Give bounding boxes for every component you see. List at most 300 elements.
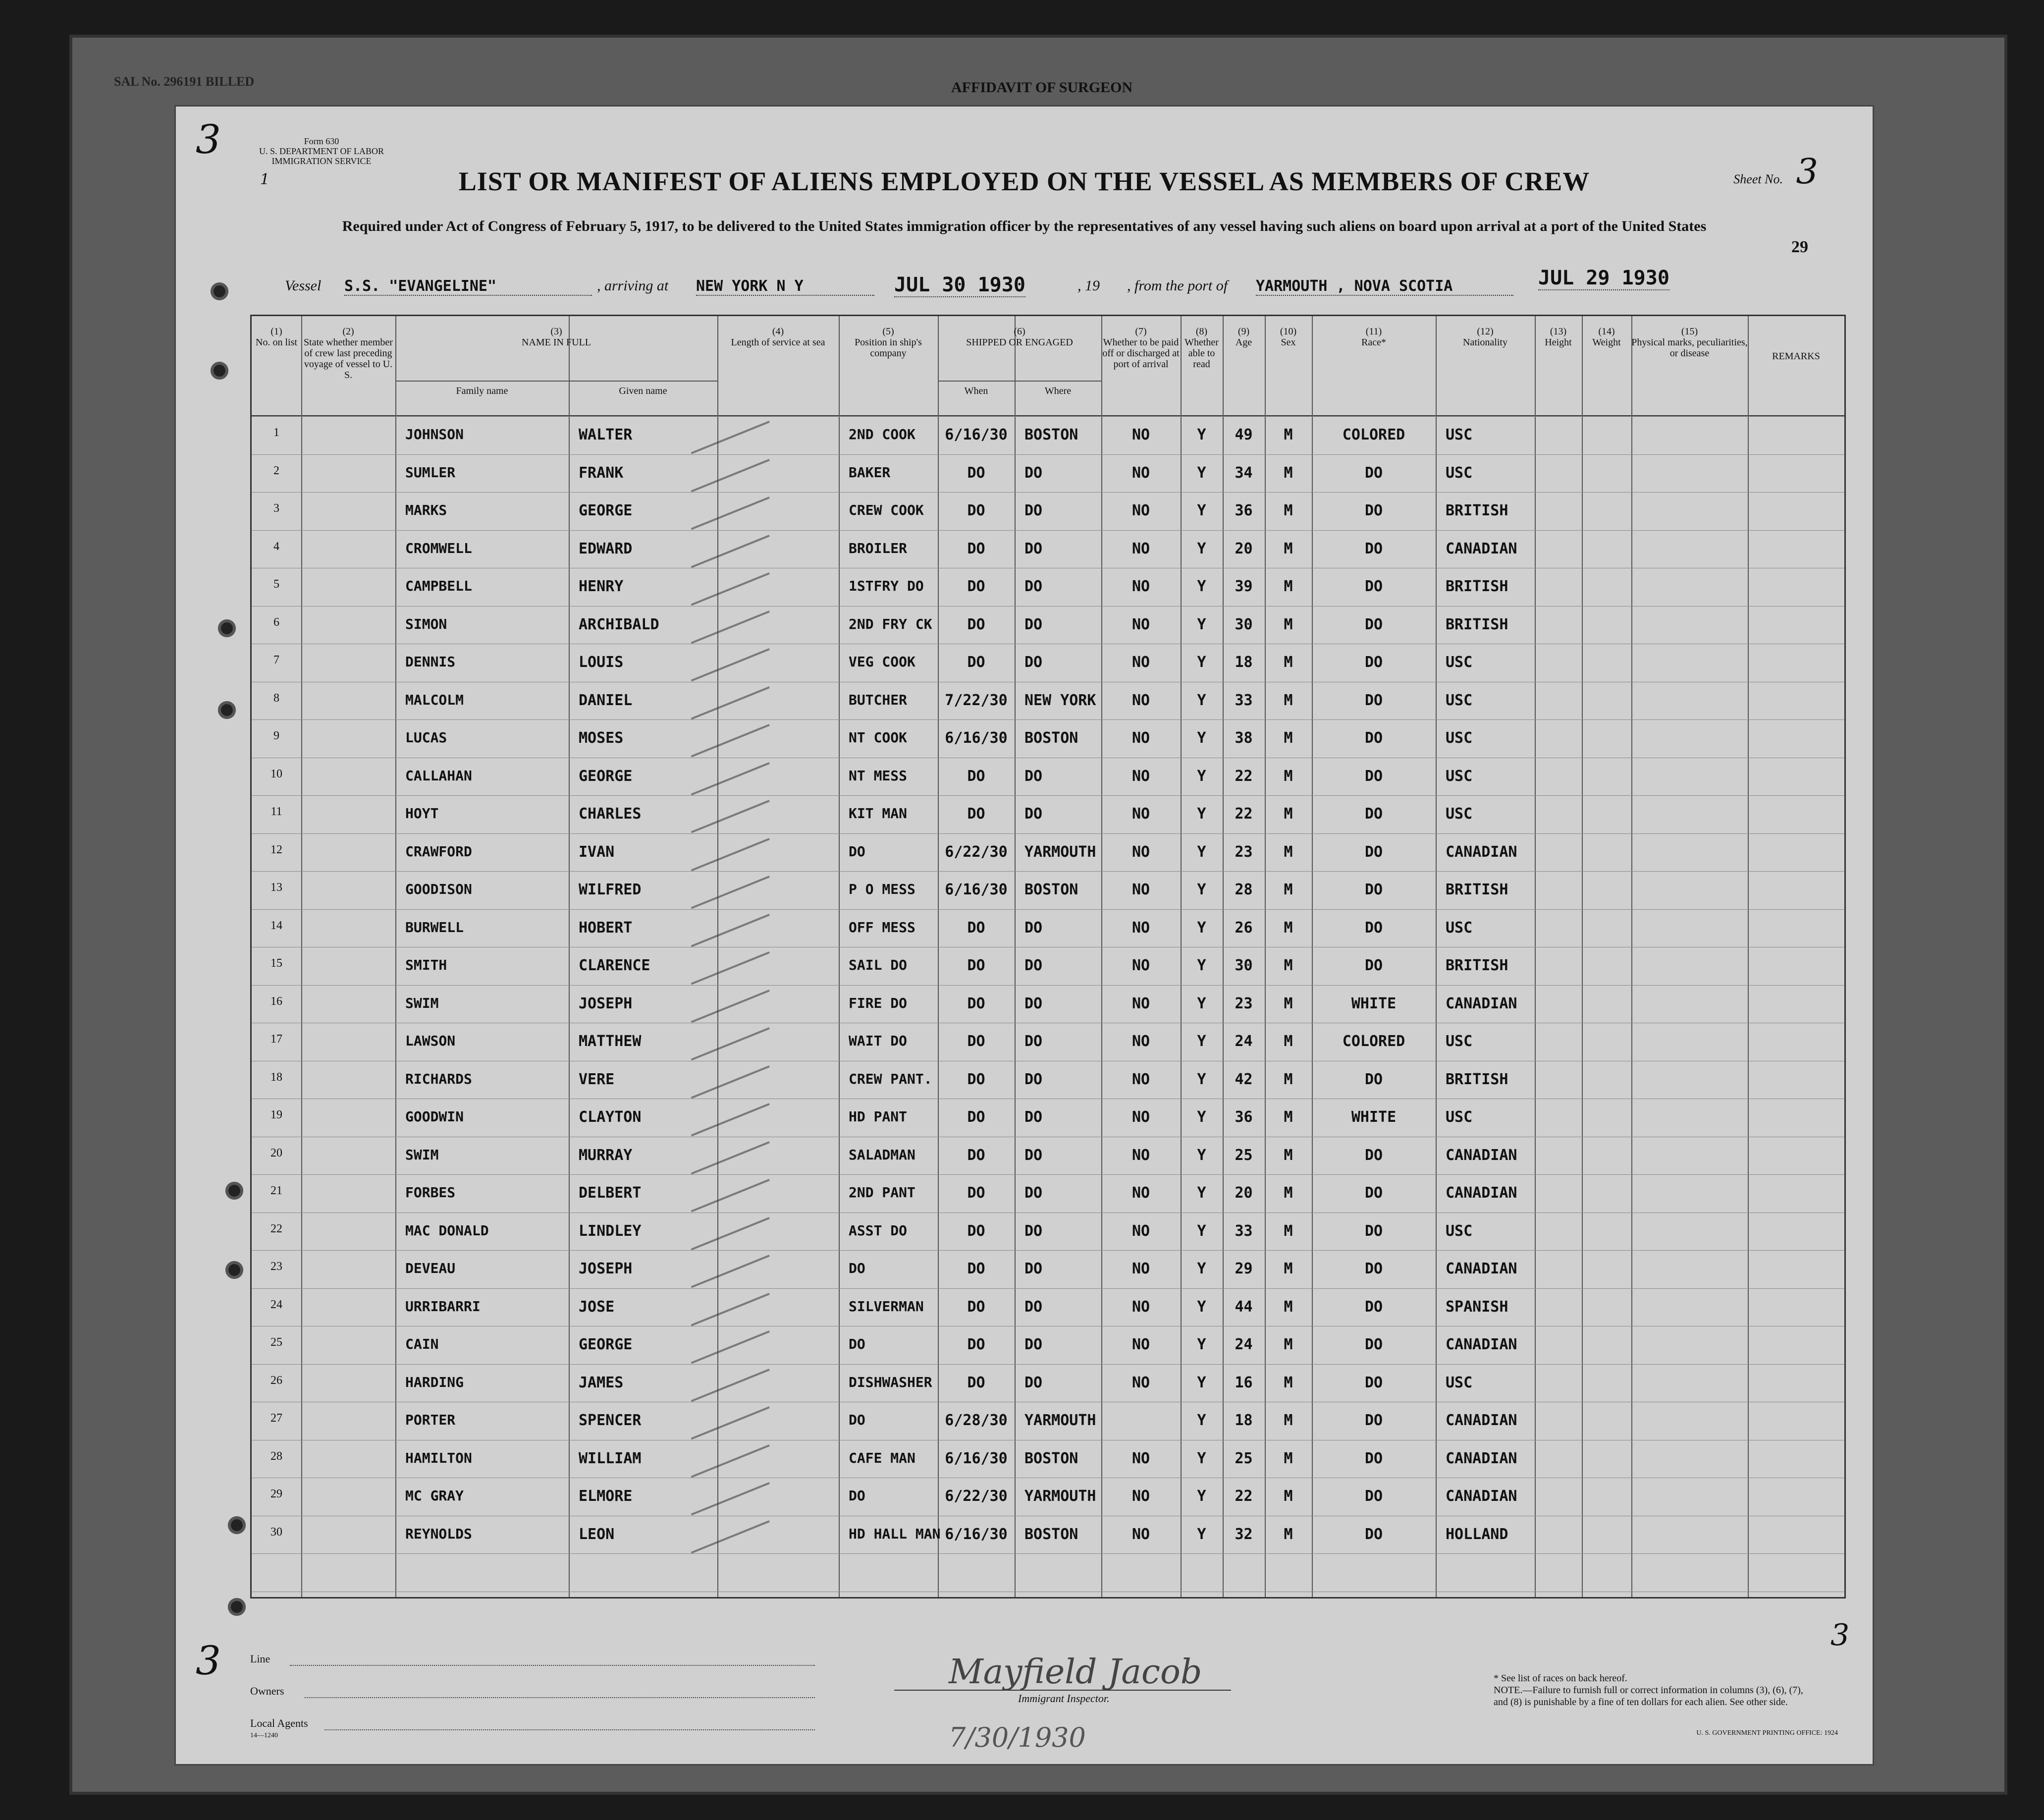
- cell-nat: BRITISH: [1446, 615, 1508, 633]
- vessel-line: [285, 267, 1830, 302]
- cell-paid: NO: [1131, 1525, 1150, 1543]
- cell-paid: NO: [1131, 1260, 1150, 1277]
- cell-sex: M: [1284, 994, 1293, 1012]
- cell-read: Y: [1197, 1108, 1206, 1126]
- cell-where: DO: [1024, 1222, 1043, 1240]
- cell-when: DO: [967, 578, 985, 595]
- cell-where: DO: [1024, 1336, 1043, 1353]
- cell-family: MAC DONALD: [405, 1222, 489, 1239]
- cell-given: CLARENCE: [579, 957, 650, 974]
- cell-given: IVAN: [579, 843, 615, 861]
- cell-race: DO: [1364, 1222, 1383, 1240]
- cell-nat: CANADIAN: [1446, 1260, 1517, 1277]
- cell-no: 2: [273, 464, 279, 477]
- cell-race: DO: [1364, 1374, 1383, 1391]
- cell-when: DO: [967, 994, 985, 1012]
- cell-family: REYNOLDS: [405, 1525, 472, 1542]
- column-divider: [1015, 316, 1016, 1597]
- cell-when: DO: [967, 805, 985, 823]
- cell-race: DO: [1364, 502, 1383, 519]
- column-divider: [1748, 316, 1749, 1597]
- cell-when: DO: [967, 1146, 985, 1164]
- subheader-divider: [569, 381, 570, 415]
- cell-position: 2ND PANT: [849, 1184, 915, 1201]
- cell-given: VERE: [579, 1070, 615, 1088]
- cell-family: HOYT: [405, 805, 439, 822]
- cell-where: DO: [1024, 654, 1043, 671]
- cell-family: LUCAS: [405, 729, 447, 746]
- cell-sex: M: [1284, 1033, 1293, 1050]
- cell-position: CREW PANT.: [849, 1070, 932, 1087]
- cell-age: 25: [1235, 1146, 1253, 1164]
- cell-age: 18: [1235, 654, 1253, 671]
- row-rule: [252, 1553, 1844, 1554]
- footer-owners-label: Owners: [250, 1685, 284, 1697]
- cell-position: 1STFRY DO: [849, 578, 924, 594]
- cell-age: 39: [1235, 578, 1253, 595]
- cell-race: DO: [1364, 1146, 1383, 1164]
- cell-sex: M: [1284, 1146, 1293, 1164]
- cell-sex: M: [1284, 767, 1293, 785]
- cell-no: 3: [273, 502, 279, 515]
- cell-no: 14: [270, 919, 282, 932]
- cell-age: 22: [1235, 767, 1253, 785]
- cell-race: DO: [1364, 1298, 1383, 1316]
- column-divider: [839, 316, 840, 1597]
- cell-nat: USC: [1446, 919, 1473, 937]
- cell-age: 44: [1235, 1298, 1253, 1316]
- cell-given: HOBERT: [579, 919, 633, 937]
- cell-sex: M: [1284, 464, 1293, 482]
- cell-position: KIT MAN: [849, 805, 908, 822]
- cell-position: DISHWASHER: [849, 1374, 932, 1390]
- cell-family: MALCOLM: [405, 691, 464, 708]
- subheader-rule: [395, 381, 717, 382]
- cell-read: Y: [1197, 426, 1206, 443]
- cell-given: LINDLEY: [579, 1222, 642, 1240]
- header-c1: (1) No. on list: [256, 326, 297, 348]
- cell-race: COLORED: [1342, 426, 1405, 443]
- column-divider: [1582, 316, 1583, 1597]
- cell-when: DO: [967, 1374, 985, 1391]
- row-rule: [252, 795, 1844, 796]
- cell-given: LEON: [579, 1525, 615, 1543]
- cell-nat: USC: [1446, 1033, 1473, 1050]
- cell-sex: M: [1284, 540, 1293, 557]
- cell-nat: CANADIAN: [1446, 1184, 1517, 1202]
- cell-nat: CANADIAN: [1446, 994, 1517, 1012]
- cell-position: BUTCHER: [849, 691, 908, 708]
- cell-read: Y: [1197, 1525, 1206, 1543]
- cell-sex: M: [1284, 1412, 1293, 1429]
- cell-where: DO: [1024, 1033, 1043, 1050]
- cell-paid: NO: [1131, 805, 1150, 823]
- cell-read: Y: [1197, 540, 1206, 557]
- cell-paid: NO: [1131, 1184, 1150, 1202]
- cell-paid: NO: [1131, 843, 1150, 861]
- cell-race: DO: [1364, 578, 1383, 595]
- cell-position: WAIT DO: [849, 1033, 908, 1049]
- cell-when: 6/28/30: [945, 1412, 1008, 1429]
- cell-given: WILFRED: [579, 881, 642, 898]
- affidavit-heading: AFFIDAVIT OF SURGEON: [951, 79, 1133, 96]
- cell-read: Y: [1197, 957, 1206, 974]
- cell-read: Y: [1197, 502, 1206, 519]
- cell-where: DO: [1024, 540, 1043, 557]
- header-c10: (10) Sex: [1280, 326, 1297, 348]
- cell-no: 7: [273, 654, 279, 666]
- cell-nat: CANADIAN: [1446, 1488, 1517, 1505]
- cell-sex: M: [1284, 1336, 1293, 1353]
- cell-when: 6/22/30: [945, 843, 1008, 861]
- row-rule: [252, 1250, 1844, 1251]
- cell-nat: CANADIAN: [1446, 1146, 1517, 1164]
- cell-age: 33: [1235, 691, 1253, 709]
- cell-where: BOSTON: [1024, 1449, 1078, 1467]
- top-stamp: SAL No. 296191 BILLED: [114, 74, 255, 89]
- header-c7: (7) Whether to be paid off or discharged at port of arrival: [1102, 326, 1180, 370]
- cell-sex: M: [1284, 1525, 1293, 1543]
- cell-age: 23: [1235, 994, 1253, 1012]
- cell-family: CROMWELL: [405, 540, 472, 556]
- hand-number-bottom-left: 3: [196, 1638, 221, 1684]
- cell-race: DO: [1364, 464, 1383, 482]
- footer-agents-rule: [324, 1729, 815, 1730]
- cell-given: MATTHEW: [579, 1033, 642, 1050]
- cell-family: DENNIS: [405, 654, 456, 670]
- column-divider: [569, 316, 570, 1597]
- cell-when: DO: [967, 1222, 985, 1240]
- header-c12: (12) Nationality: [1463, 326, 1507, 348]
- cell-race: DO: [1364, 1525, 1383, 1543]
- cell-given: DANIEL: [579, 691, 633, 709]
- cell-sex: M: [1284, 1298, 1293, 1316]
- cell-no: 15: [270, 957, 282, 970]
- cell-race: DO: [1364, 843, 1383, 861]
- row-rule: [252, 530, 1844, 531]
- sheet-no-value: 3: [1796, 151, 1818, 192]
- cell-position: HD HALL MAN: [849, 1525, 941, 1542]
- sheet-label: Sheet No.: [1733, 172, 1783, 186]
- cell-nat: USC: [1446, 767, 1473, 785]
- cell-no: 18: [270, 1070, 282, 1084]
- cell-position: NT COOK: [849, 729, 908, 746]
- from-label: , from the port of: [1127, 277, 1228, 294]
- cell-race: DO: [1364, 654, 1383, 671]
- cell-position: DO: [849, 843, 865, 860]
- cell-position: DO: [849, 1412, 865, 1428]
- cell-paid: NO: [1131, 691, 1150, 709]
- cell-sex: M: [1284, 1184, 1293, 1202]
- cell-where: DO: [1024, 1146, 1043, 1164]
- cell-where: BOSTON: [1024, 1525, 1078, 1543]
- cell-nat: USC: [1446, 805, 1473, 823]
- cell-paid: NO: [1131, 426, 1150, 443]
- cell-family: GOODISON: [405, 881, 472, 897]
- cell-paid: NO: [1131, 464, 1150, 482]
- header-c3b: Given name: [619, 386, 667, 396]
- cell-family: PORTER: [405, 1412, 456, 1428]
- cell-nat: CANADIAN: [1446, 540, 1517, 557]
- form-dept: U. S. DEPARTMENT OF LABOR: [259, 146, 384, 156]
- cell-given: WALTER: [579, 426, 633, 443]
- cell-given: CLAYTON: [579, 1108, 642, 1126]
- hand-number-bottom-right: 3: [1830, 1618, 1850, 1653]
- cell-position: ASST DO: [849, 1222, 908, 1239]
- cell-where: DO: [1024, 957, 1043, 974]
- cell-read: Y: [1197, 767, 1206, 785]
- cell-given: DELBERT: [579, 1184, 642, 1202]
- cell-age: 28: [1235, 881, 1253, 898]
- cell-age: 23: [1235, 843, 1253, 861]
- cell-race: DO: [1364, 1260, 1383, 1277]
- cell-when: 6/16/30: [945, 729, 1008, 747]
- cell-read: Y: [1197, 1374, 1206, 1391]
- header-c4: (4) Length of service at sea: [731, 326, 825, 348]
- arriving-label: , arriving at: [597, 277, 669, 294]
- inspector-label: Immigrant Inspector.: [1018, 1692, 1110, 1705]
- cell-family: JOHNSON: [405, 426, 464, 442]
- cell-where: DO: [1024, 994, 1043, 1012]
- page-number: 29: [1791, 238, 1808, 256]
- cell-family: GOODWIN: [405, 1108, 464, 1125]
- fine-note: NOTE.—Failure to furnish full or correct information in columns (3), (6), (7), and (8) is punishable by a fine of ten dollars for each alien. See other side.: [1494, 1685, 1803, 1708]
- cell-given: SPENCER: [579, 1412, 642, 1429]
- cell-sex: M: [1284, 1108, 1293, 1126]
- header-c13: (13) Height: [1545, 326, 1572, 348]
- binder-hole: [211, 282, 228, 300]
- cell-family: DEVEAU: [405, 1260, 456, 1276]
- cell-race: DO: [1364, 1070, 1383, 1088]
- header-c14: (14) Weight: [1592, 326, 1621, 348]
- cell-paid: NO: [1131, 1449, 1150, 1467]
- cell-race: WHITE: [1351, 994, 1397, 1012]
- row-rule: [252, 1364, 1844, 1365]
- cell-position: CAFE MAN: [849, 1449, 915, 1466]
- cell-paid: NO: [1131, 1374, 1150, 1391]
- cell-position: SAIL DO: [849, 957, 908, 973]
- cell-age: 49: [1235, 426, 1253, 443]
- cell-paid: NO: [1131, 1070, 1150, 1088]
- cell-given: JOSEPH: [579, 994, 633, 1012]
- cell-age: 32: [1235, 1525, 1253, 1543]
- cell-read: Y: [1197, 1336, 1206, 1353]
- cell-where: DO: [1024, 919, 1043, 937]
- cell-nat: USC: [1446, 654, 1473, 671]
- cell-read: Y: [1197, 805, 1206, 823]
- cell-family: RICHARDS: [405, 1070, 472, 1087]
- cell-position: SILVERMAN: [849, 1298, 924, 1315]
- column-divider: [395, 316, 396, 1597]
- cell-when: DO: [967, 1033, 985, 1050]
- crew-table: [250, 315, 1846, 1599]
- cell-sex: M: [1284, 1374, 1293, 1391]
- footer-line-label: Line: [250, 1653, 270, 1665]
- cell-read: Y: [1197, 615, 1206, 633]
- cell-family: SIMON: [405, 615, 447, 632]
- cell-paid: NO: [1131, 502, 1150, 519]
- vessel-name: S.S. "EVANGELINE": [344, 277, 592, 296]
- cell-race: DO: [1364, 729, 1383, 747]
- header-c2: (2) State whether member of crew last preceding voyage of vessel to U. S.: [304, 326, 393, 381]
- cell-race: WHITE: [1351, 1108, 1397, 1126]
- cell-paid: NO: [1131, 1298, 1150, 1316]
- cell-where: DO: [1024, 615, 1043, 633]
- cell-age: 30: [1235, 615, 1253, 633]
- cell-age: 30: [1235, 957, 1253, 974]
- cell-where: DO: [1024, 1108, 1043, 1126]
- cell-no: 27: [270, 1412, 282, 1425]
- cell-given: MOSES: [579, 729, 624, 747]
- form-service: IMMIGRATION SERVICE: [271, 156, 372, 166]
- binder-hole: [228, 1516, 246, 1534]
- row-rule: [252, 416, 1844, 417]
- cell-given: FRANK: [579, 464, 624, 482]
- manifest-sheet: [176, 107, 1873, 1764]
- binder-hole: [211, 362, 228, 380]
- cell-race: DO: [1364, 691, 1383, 709]
- cell-when: DO: [967, 1298, 985, 1316]
- cell-no: 5: [273, 578, 279, 591]
- cell-when: DO: [967, 615, 985, 633]
- cell-position: 2ND FRY CK: [849, 615, 932, 632]
- cell-when: 6/16/30: [945, 881, 1008, 898]
- cell-no: 24: [270, 1298, 282, 1311]
- cell-given: HENRY: [579, 578, 624, 595]
- header-c3a: Family name: [456, 386, 508, 396]
- cell-read: Y: [1197, 1146, 1206, 1164]
- cell-position: SALADMAN: [849, 1146, 915, 1163]
- cell-age: 16: [1235, 1374, 1253, 1391]
- cell-nat: USC: [1446, 691, 1473, 709]
- cell-race: DO: [1364, 881, 1383, 898]
- cell-nat: BRITISH: [1446, 957, 1508, 974]
- cell-nat: CANADIAN: [1446, 1449, 1517, 1467]
- cell-paid: NO: [1131, 994, 1150, 1012]
- binder-hole: [218, 619, 236, 637]
- cell-family: CRAWFORD: [405, 843, 472, 860]
- cell-family: SWIM: [405, 994, 439, 1011]
- header-c16: REMARKS: [1772, 351, 1820, 362]
- header-c6b: Where: [1044, 386, 1072, 396]
- cell-nat: USC: [1446, 1374, 1473, 1391]
- cell-paid: NO: [1131, 767, 1150, 785]
- cell-read: Y: [1197, 1222, 1206, 1240]
- cell-family: HARDING: [405, 1374, 464, 1390]
- cell-given: WILLIAM: [579, 1449, 642, 1467]
- cell-sex: M: [1284, 1488, 1293, 1505]
- cell-paid: NO: [1131, 1222, 1150, 1240]
- cell-age: 18: [1235, 1412, 1253, 1429]
- cell-where: NEW YORK: [1024, 691, 1096, 709]
- cell-sex: M: [1284, 1070, 1293, 1088]
- cell-race: DO: [1364, 1488, 1383, 1505]
- cell-read: Y: [1197, 1298, 1206, 1316]
- printer-imprint: U. S. GOVERNMENT PRINTING OFFICE: 1924: [1696, 1729, 1838, 1737]
- row-rule: [252, 871, 1844, 872]
- cell-nat: HOLLAND: [1446, 1525, 1508, 1543]
- cell-when: DO: [967, 1070, 985, 1088]
- cell-family: MC GRAY: [405, 1488, 464, 1504]
- cell-age: 24: [1235, 1033, 1253, 1050]
- cell-paid: NO: [1131, 540, 1150, 557]
- cell-race: DO: [1364, 957, 1383, 974]
- cell-no: 11: [270, 805, 282, 818]
- cell-position: FIRE DO: [849, 994, 908, 1011]
- cell-position: DO: [849, 1336, 865, 1352]
- cell-when: DO: [967, 957, 985, 974]
- header-c6a: When: [964, 386, 988, 396]
- cell-age: 25: [1235, 1449, 1253, 1467]
- cell-no: 16: [270, 994, 282, 1008]
- cell-paid: NO: [1131, 578, 1150, 595]
- cell-race: DO: [1364, 615, 1383, 633]
- footer-line-rule: [290, 1665, 815, 1666]
- cell-no: 19: [270, 1108, 282, 1121]
- footer-note: [1494, 1672, 1811, 1708]
- column-divider: [1631, 316, 1632, 1597]
- cell-where: BOSTON: [1024, 881, 1078, 898]
- form-number: Form 630: [304, 136, 339, 146]
- cell-race: DO: [1364, 540, 1383, 557]
- arrival-date-stamp: JUL 30 1930: [894, 274, 1025, 296]
- cell-no: 28: [270, 1449, 282, 1463]
- cell-race: DO: [1364, 1184, 1383, 1202]
- cell-position: CREW COOK: [849, 502, 924, 518]
- cell-nat: USC: [1446, 729, 1473, 747]
- cell-given: CHARLES: [579, 805, 642, 823]
- header-c15: (15) Physical marks, peculiarities, or disease: [1631, 326, 1748, 359]
- cell-sex: M: [1284, 615, 1293, 633]
- cell-given: EDWARD: [579, 540, 633, 557]
- column-divider: [1535, 316, 1536, 1597]
- cell-sex: M: [1284, 426, 1293, 443]
- cell-read: Y: [1197, 1488, 1206, 1505]
- vessel-label: Vessel: [285, 277, 322, 294]
- cell-when: DO: [967, 1260, 985, 1277]
- cell-no: 30: [270, 1525, 282, 1539]
- cell-position: DO: [849, 1488, 865, 1504]
- cell-read: Y: [1197, 1412, 1206, 1429]
- cell-sex: M: [1284, 881, 1293, 898]
- cell-sex: M: [1284, 729, 1293, 747]
- cell-when: 7/22/30: [945, 691, 1008, 709]
- cell-sex: M: [1284, 502, 1293, 519]
- cell-age: 20: [1235, 540, 1253, 557]
- cell-when: DO: [967, 654, 985, 671]
- form-id: [259, 136, 384, 166]
- cell-sex: M: [1284, 578, 1293, 595]
- cell-race: DO: [1364, 1412, 1383, 1429]
- page-subtitle: Required under Act of Congress of February 5, 1917, to be delivered to the United States immigration officer by the representatives of any vessel having such aliens on board upon arrival at a port of the United States: [342, 218, 1707, 234]
- cell-position: BAKER: [849, 464, 891, 481]
- row-rule: [252, 492, 1844, 493]
- row-rule: [252, 985, 1844, 986]
- cell-age: 22: [1235, 805, 1253, 823]
- cell-race: DO: [1364, 805, 1383, 823]
- arrival-port: NEW YORK N Y: [696, 277, 874, 296]
- column-divider: [301, 316, 302, 1597]
- cell-family: LAWSON: [405, 1033, 456, 1049]
- cell-sex: M: [1284, 1449, 1293, 1467]
- header-c3: (3) NAME IN FULL: [522, 326, 591, 348]
- cell-age: 33: [1235, 1222, 1253, 1240]
- cell-where: DO: [1024, 1298, 1043, 1316]
- cell-no: 29: [270, 1488, 282, 1500]
- cell-age: 26: [1235, 919, 1253, 937]
- cell-where: YARMOUTH: [1024, 843, 1096, 861]
- cell-where: DO: [1024, 1184, 1043, 1202]
